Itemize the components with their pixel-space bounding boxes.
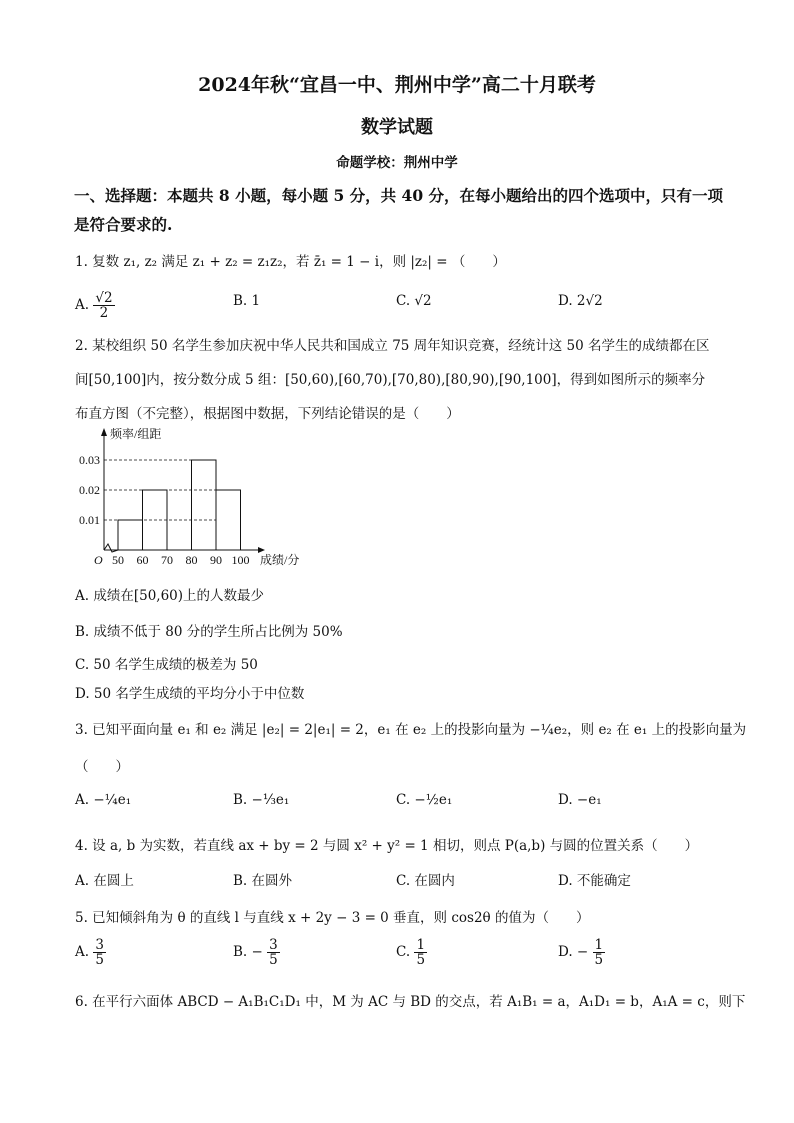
question-2-line1: 2. 某校组织 50 名学生参加庆祝中华人民共和国成立 75 周年知识竞赛，经统计这 50 名学生的成绩都在区	[75, 338, 710, 354]
proposing-school: 命题学校：荆州中学	[336, 155, 458, 171]
q1-option-d: D. 2√2	[558, 293, 603, 309]
q5-option-c: C. $\frac{1}{5}$	[396, 937, 426, 969]
x-tick-label: 70	[161, 553, 173, 567]
frequency-histogram	[72, 424, 332, 574]
question-6-stem: 6. 在平行六面体 ABCD − A₁B₁C₁D₁ 中，M 为 AC 与 BD 的交点，若 A₁B₁ = a，A₁D₁ = b，A₁A = c，则下	[75, 994, 746, 1010]
exam-subtitle: 数学试题	[361, 117, 433, 138]
x-tick-label: 90	[210, 553, 222, 567]
question-3-blank: （ ）	[75, 759, 129, 775]
q2-option-c: C. 50 名学生成绩的极差为 50	[75, 657, 258, 673]
histogram-bar	[118, 520, 143, 550]
y-axis-arrow	[101, 428, 107, 436]
q3-option-b: B. −⅓e₁	[233, 792, 290, 808]
q3-option-d: D. −e₁	[558, 792, 602, 808]
x-tick-label: 80	[185, 553, 198, 567]
y-tick-label: 0.02	[79, 483, 100, 497]
q5-option-d: D. − $\frac{1}{5}$	[558, 937, 604, 969]
x-tick-label: 50	[112, 553, 124, 567]
histogram-bar	[192, 460, 217, 550]
q2-option-d: D. 50 名学生成绩的平均分小于中位数	[75, 686, 305, 702]
q2-option-a: A. 成绩在[50,60)上的人数最少	[75, 588, 265, 604]
q1-option-a: A. $\frac{√2}{2}$	[75, 290, 113, 322]
question-5-stem: 5. 已知倾斜角为 θ 的直线 l 与直线 x + 2y − 3 = 0 垂直，则 cos2θ 的值为（ ）	[75, 910, 590, 926]
origin-label: O	[94, 553, 103, 567]
x-axis-label: 成绩/分	[260, 553, 300, 567]
q5-option-a: A. $\frac{3}{5}$	[75, 937, 104, 969]
q4-option-b: B. 在圆外	[233, 873, 293, 889]
question-1-stem: 1. 复数 z₁, z₂ 满足 z₁ + z₂ = z₁z₂，若 z̄₁ = 1 − i，则 |z₂| = （ ）	[75, 254, 506, 270]
axis-break	[104, 544, 118, 552]
q3-option-c: C. −½e₁	[396, 792, 453, 808]
q4-option-c: C. 在圆内	[396, 873, 455, 889]
q5-option-b: B. − $\frac{3}{5}$	[233, 937, 278, 969]
section-heading-line2: 是符合要求的.	[74, 215, 173, 234]
question-4-stem: 4. 设 a, b 为实数，若直线 ax + by = 2 与圆 x² + y² = 1 相切，则点 P(a,b) 与圆的位置关系（ ）	[75, 838, 699, 854]
y-tick-label: 0.03	[79, 453, 100, 467]
question-2-line2: 间[50,100]内，按分数分成 5 组：[50,60),[60,70),[70,80),[80,90),[90,100]，得到如图所示的频率分	[75, 372, 706, 388]
q4-option-d: D. 不能确定	[558, 873, 631, 889]
y-axis-label: 频率/组距	[110, 427, 162, 441]
histogram-bar	[216, 490, 241, 550]
question-3-stem: 3. 已知平面向量 e₁ 和 e₂ 满足 |e₂| = 2|e₁| = 2，e₁ 在 e₂ 上的投影向量为 −¼e₂，则 e₂ 在 e₁ 上的投影向量为	[75, 722, 747, 738]
q1-option-c: C. √2	[396, 293, 432, 309]
q2-option-b: B. 成绩不低于 80 分的学生所占比例为 50%	[75, 624, 343, 640]
y-tick-label: 0.01	[79, 513, 100, 527]
section-heading-line1: 一、选择题：本题共 8 小题，每小题 5 分，共 40 分，在每小题给出的四个选项中，只有一项	[74, 186, 724, 205]
question-2-line3: 布直方图（不完整），根据图中数据，下列结论错误的是（ ）	[75, 406, 460, 422]
q1-option-b: B. 1	[233, 293, 261, 309]
exam-title: 2024年秋“宜昌一中、荆州中学”高二十月联考	[198, 74, 596, 96]
x-tick-label: 100	[231, 553, 250, 567]
q4-option-a: A. 在圆上	[75, 873, 134, 889]
q3-option-a: A. −¼e₁	[75, 792, 132, 808]
x-tick-label: 60	[136, 553, 149, 567]
